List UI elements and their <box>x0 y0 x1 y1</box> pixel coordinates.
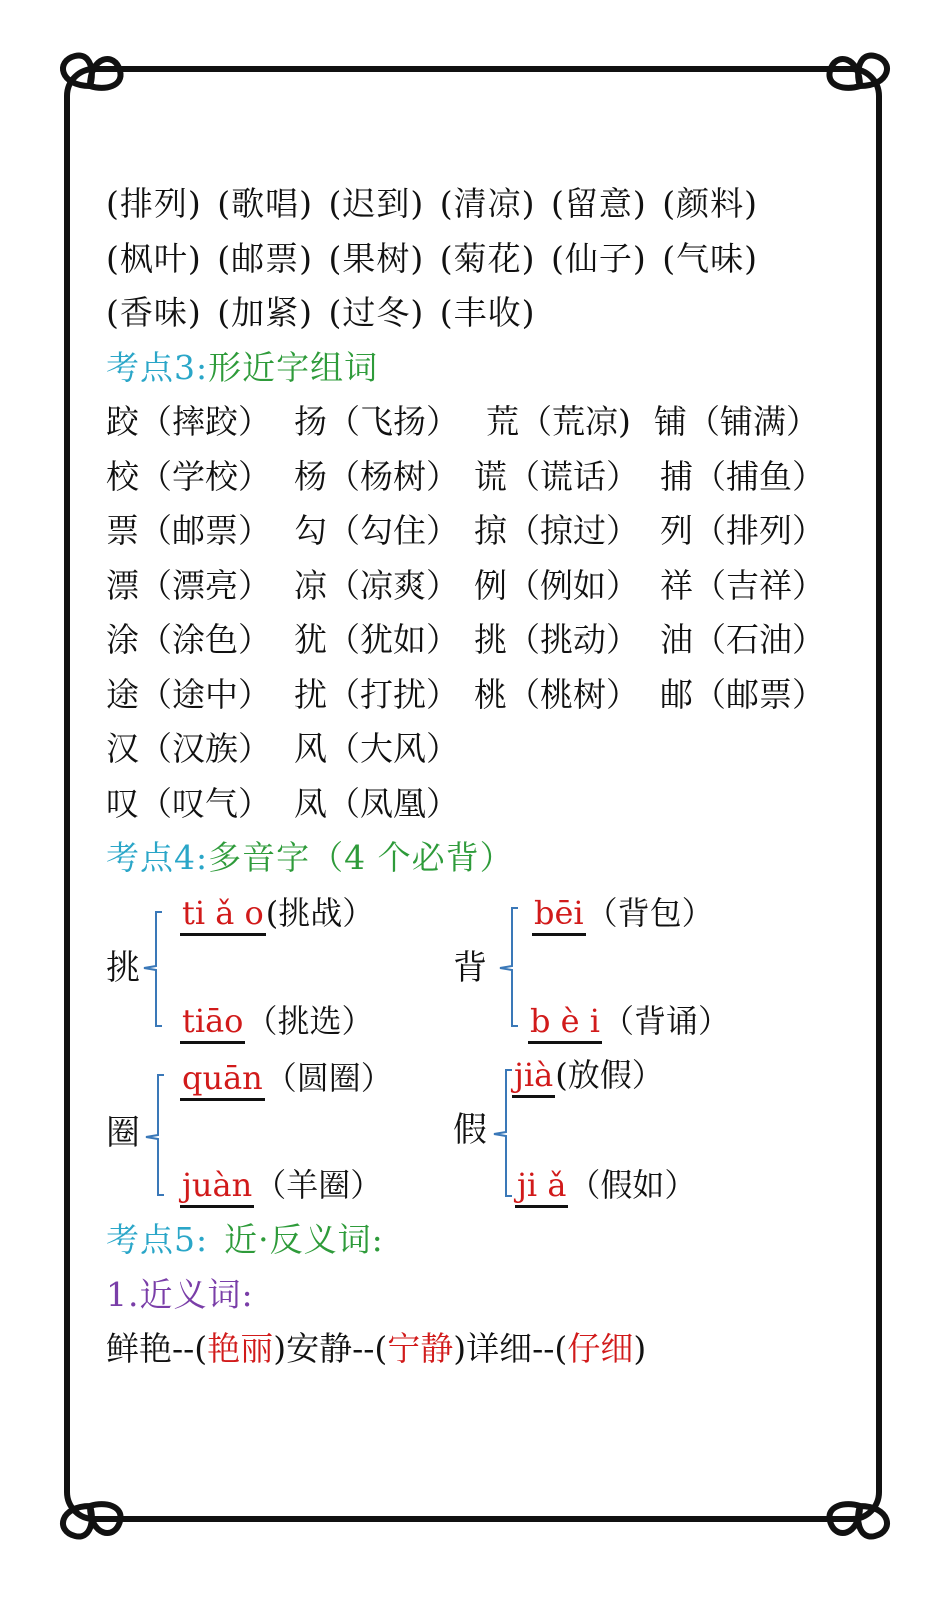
example-word: （背包） <box>585 894 714 932</box>
polyphonic-char: 挑 <box>106 948 140 988</box>
similar-char-item: 汉（汉族） <box>106 729 271 768</box>
word-row <box>106 293 540 333</box>
heading-label: 考点 <box>106 1220 174 1259</box>
word-row <box>106 184 762 224</box>
similar-char-item: 扰（打扰） <box>294 675 459 714</box>
similar-char-item: 途（途中） <box>106 675 271 714</box>
pinyin: jià <box>512 1055 555 1098</box>
similar-char-item: 谎（谎话） <box>474 457 639 496</box>
word-item: (丰收) <box>439 293 536 332</box>
similar-char-item: 桃（桃树） <box>474 675 639 714</box>
corner-ornament-icon <box>50 46 130 126</box>
word-item: (菊花) <box>439 239 536 278</box>
heading-title: 近·反义词: <box>224 1220 384 1259</box>
similar-char-item: 例（例如） <box>474 566 639 605</box>
word: 安静 <box>286 1329 353 1368</box>
word-item: (留意) <box>551 184 647 223</box>
section-heading <box>106 838 514 878</box>
polyphonic-reading <box>180 1058 393 1101</box>
word-item: (清凉) <box>439 184 536 223</box>
similar-char-item: 荒（荒凉) <box>486 402 631 441</box>
example-word: （背诵） <box>602 1002 731 1040</box>
synonym-pair <box>466 1329 646 1368</box>
similar-char-item: 票（邮票） <box>106 511 271 550</box>
similar-char-item: 掠（掠过） <box>474 511 639 550</box>
polyphonic-reading <box>180 1001 373 1044</box>
similar-char-item: 凤（凤凰） <box>294 784 459 823</box>
brace-icon <box>496 906 526 1030</box>
close-paren: ) <box>633 1329 647 1368</box>
similar-char-item: 挑（挑动） <box>474 620 639 659</box>
pinyin: bēi <box>532 893 586 936</box>
word-row <box>106 239 762 279</box>
example-word: (挑战） <box>265 894 375 932</box>
similar-char-item: 邮（邮票） <box>660 675 825 714</box>
word-item: (果树) <box>328 239 425 278</box>
similar-char-row <box>106 457 825 497</box>
dash: --( <box>172 1329 208 1368</box>
pinyin: ti ǎ o <box>180 893 266 936</box>
similar-char-item: 校（学校） <box>106 457 271 496</box>
corner-ornament-icon <box>820 1466 900 1546</box>
similar-char-item: 凉（凉爽） <box>294 566 459 605</box>
similar-char-item: 扬（飞扬） <box>294 402 459 441</box>
word-item: (气味) <box>662 239 758 278</box>
similar-char-item: 祥（吉祥） <box>660 566 825 605</box>
similar-char-item: 涂（涂色） <box>106 620 271 659</box>
similar-char-row <box>106 675 825 715</box>
polyphonic-reading <box>180 1165 382 1208</box>
word-item: (过冬) <box>328 293 425 332</box>
similar-char-row <box>106 402 819 442</box>
word-item: (邮票) <box>217 239 313 278</box>
synonym-pair <box>106 1329 286 1368</box>
similar-char-row <box>106 620 825 660</box>
polyphonic-reading <box>515 1165 696 1208</box>
similar-char-item: 油（石油） <box>660 620 825 659</box>
close-paren: ) <box>273 1329 287 1368</box>
pinyin: ji ǎ <box>515 1165 568 1208</box>
corner-ornament-icon <box>50 1466 130 1546</box>
word-item: (枫叶) <box>106 239 202 278</box>
polyphonic-reading <box>180 893 374 936</box>
similar-char-item: 犹（犹如） <box>294 620 459 659</box>
polyphonic-char: 假 <box>453 1110 487 1150</box>
word-item: (歌唱) <box>217 184 313 223</box>
similar-char-item: 列（排列） <box>660 511 825 550</box>
section-heading <box>106 1220 384 1260</box>
similar-char-row <box>106 511 825 551</box>
pinyin: quān <box>180 1058 265 1101</box>
similar-char-item: 铺（铺满） <box>654 402 819 441</box>
heading-number: 3: <box>174 348 209 387</box>
word: 鲜艳 <box>106 1329 172 1368</box>
heading-title: 多音字（4 个必背） <box>208 838 514 877</box>
example-word: （假如） <box>568 1166 697 1204</box>
similar-char-item: 勾（勾住） <box>294 511 459 550</box>
similar-char-item: 跤（摔跤） <box>106 402 271 441</box>
similar-char-row <box>106 784 459 824</box>
pinyin: juàn <box>180 1165 254 1208</box>
heading-title: 形近字组词 <box>208 348 379 387</box>
synonym-row <box>106 1329 646 1369</box>
heading-number: 5: <box>174 1220 209 1259</box>
example-word: （挑选） <box>245 1002 374 1040</box>
synonym-pair <box>286 1329 466 1368</box>
brace-icon <box>140 910 170 1030</box>
similar-char-row <box>106 729 459 769</box>
example-word: （羊圈） <box>254 1166 383 1204</box>
brace-icon <box>142 1073 172 1199</box>
word-item: (迟到) <box>328 184 425 223</box>
pinyin: tiāo <box>180 1001 245 1044</box>
polyphonic-reading <box>528 1001 730 1044</box>
word-item: (加紧) <box>217 293 313 332</box>
word-item: (香味) <box>106 293 202 332</box>
close-paren: ) <box>453 1329 467 1368</box>
word: 详细 <box>466 1329 533 1368</box>
word-item: (排列) <box>106 184 202 223</box>
similar-char-item: 杨（杨树） <box>294 457 459 496</box>
corner-ornament-icon <box>820 46 900 126</box>
subsection-heading: 1.近义词: <box>106 1275 254 1314</box>
dash: --( <box>352 1329 388 1368</box>
heading-label: 考点 <box>106 348 174 387</box>
answer: 宁静 <box>387 1329 454 1368</box>
example-word: （圆圈） <box>264 1059 393 1097</box>
polyphonic-char: 背 <box>453 948 487 988</box>
similar-char-item: 捕（捕鱼） <box>660 457 825 496</box>
similar-char-item: 叹（叹气） <box>106 784 271 823</box>
example-word: (放假） <box>555 1056 664 1094</box>
heading-number: 4: <box>174 838 209 877</box>
polyphonic-reading <box>532 893 714 936</box>
polyphonic-reading <box>512 1055 664 1098</box>
pinyin: b è i <box>528 1001 602 1044</box>
answer: 仔细 <box>567 1329 634 1368</box>
section-heading <box>106 348 378 388</box>
similar-char-item: 风（大风） <box>294 729 459 768</box>
dash: --( <box>532 1329 568 1368</box>
heading-label: 考点 <box>106 838 174 877</box>
word-item: (颜料) <box>662 184 758 223</box>
word-item: (仙子) <box>551 239 647 278</box>
answer: 艳丽 <box>207 1329 274 1368</box>
polyphonic-char: 圈 <box>106 1113 140 1153</box>
similar-char-row <box>106 566 825 606</box>
similar-char-item: 漂（漂亮） <box>106 566 271 605</box>
